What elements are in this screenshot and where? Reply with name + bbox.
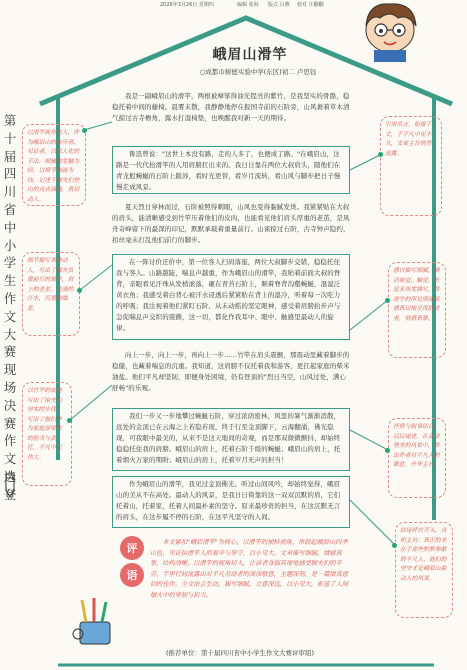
paragraph-2: 鲁迅曾说："这世上本没有路，走的人多了，也便成了路。"在峨眉山，这路是一代代抬滑竿的人用肩膀扛出来的。我日日靠在两位大叔肩头，随他们在青龙般蜿蜒的石阶上跋涉，看时光更替，看岁月流转，看山风与脚步把日子慢慢走成风景。 (112, 146, 350, 194)
comment-label-2: 语 (120, 563, 144, 587)
note-left-3: 以竹竿的震动写出了抬夫们坚实的步伐，写出了他们作为家庭顶梁柱的担当与责任，平凡中见伟大。 (22, 382, 72, 486)
date: 2026年3月26日 星期四 (160, 2, 214, 8)
paragraph-7: 作为峨眉山的滑竿，我见过金顶佛光、听过山间风吟，却始终觉得，峨眉山的美从不在高处。最动人的风景，是我日日倚靠的这一双双沉默的肩，它们托着山，托着家，托着人间最朴素的坚守。原来最珍贵的担当，在这沉默无言的肩头，在这步履不停的石阶，在这平凡坚守的人间。 (112, 476, 350, 528)
paragraph-1: 我是一副峨眉山的滑竿，两根被摩挲得油光锃亮的紫竹，是我坚实的骨骼，稳稳托着中间的藤椅。晨雾未散，我静静地停在报国寺前的石阶旁，山风裹着草木清气掠过古寺檐角，露水打湿椅垫，也唤醒我对新一天的期待。 (112, 92, 350, 122)
editor: 编辑 张海 (237, 2, 259, 8)
note-right-4: 结尾呼应开头，点明主旨：真正的美在于那些默默奉献的平凡人，他们的坚守才是峨眉山最动人的风景。 (395, 522, 453, 618)
article-title: 峨眉山滑竿 (212, 47, 288, 63)
boy-illustration (350, 0, 430, 62)
series-title: 第十届四川省中小学生作文大赛现场决赛作文选登 (3, 113, 17, 502)
note-dot (378, 152, 383, 157)
paragraph-3: 夏天烈日穿林而过，石阶被照得刺眼，山风也变得黏腻发烫。我紧紧贴在大叔的肩头，能清晰感受到竹竿压着他们的皮肉，也能看见他们肩头厚重的老茧，是凤舟奇峰留下的最深的印记，默默承载着重量前行。山雀掠过石阶，古寺钟声隐约，扣丝毫未打乱他们前行的脚步。 (112, 203, 350, 244)
comment-label-1: 评 (120, 536, 144, 560)
layout-editor: 版式 吕燕 (268, 2, 290, 8)
note-dot (385, 298, 390, 303)
note-left-2: 细节描写真挚动人，写出了脚夫负重前行的艰辛，肩上的老茧，流淌的汗水，沉重的喘息。 (22, 252, 80, 336)
note-dot (77, 288, 82, 293)
note-right-3: 抒情与叙事结合，层层递进，在金顶绝美的风景中，突出作者对平凡人的敬意，升华主旨。 (388, 418, 446, 498)
note-right-2: 感官描写细腻，调动视觉、触觉、听觉多角度描写，将滑竿的所见所闻所感真切地呈现给读者，情感真挚。 (388, 262, 446, 358)
note-dot (385, 448, 390, 453)
paragraph-6: 我们一步又一步地攀过蜿蜒石阶，穿过浓荫密林，风里的暑气渐渐消散，远处的金顶已在云海之上若隐若现，终于行至金顶脚下，云海翻涌，佛光隐现，可我眼中最美的，从来不是这天地间的奇观，而是那双微微颤抖、却始终稳稳托住我的肩膀。峨眉山的肩上，托着石阶千级的蜿蜒；峨眉山的肩上，托着烟火万家的期盼；峨眉山的肩上，托着岁月无声的担当！ (112, 408, 350, 471)
note-right-1: 引用名言，衔接下文，于平凡中见不凡，文章主旨悄然流露。 (380, 116, 442, 216)
recommendation-footer: (推荐单位：第十届四川省中小学生作文大赛评审组) (165, 649, 315, 657)
pen-icon (2, 472, 18, 498)
proofreader: 校对 庄翻翻 (297, 2, 324, 8)
note-dot (67, 418, 72, 423)
comment-badge (120, 536, 148, 590)
pencil-cup-illustration (70, 596, 120, 646)
note-left-1: 以滑竿视角切入，作为峨眉山的亲历者、见证者，以拟人化的手法、细腻的笔触为经，以细节刻画为纬，记述下脚夫们登山的点点滴滴，真切动人。 (22, 124, 86, 206)
paragraph-4: 在一阵讨价还价中，第一位客人扫码落座，两位大叔脚步交错，稳稳托住我与客人。山路越陡，喘息声越重，作为峨眉山的滑竿，我贴着前面大叔的脊背，亲眼看见汗珠从发梢滚落，砸在青苔石阶上，顺着脊背沟壑蜿蜒，混湿泛黄衣角；我感受着白背心被汗水浸透后紧紧贴在背上的湿冷，听着每一次吃力的呼吸；我注视着他们紧盯石阶、从未动摇的坚定眼神，感受着肩膀抬步声与急促喘息声交织的震颤，这一切，都化作我耳中、眼中、触感里最动人的旋律。 (112, 254, 350, 340)
paragraph-5: 向上一步，向上一步，再向上一步……竹竿在肩头震颤，那震动里藏着脚步的稳健，也藏着喘息的沉重。我知道，这肩膀不仅托着我和游客，更扛起家庭的柴米油盐。他们平凡却坚韧，即便身处困境，仍有登顶的"烈日当空，山风过处，满心舒畅"的乐观。 (112, 351, 350, 392)
note-dot (392, 543, 397, 548)
byline: ○成都市树德实验中学(东区)初二 卢思钰 (199, 68, 317, 76)
comment-text: 本文紧扣"峨眉滑竿"为核心，以滑竿的独特视角，串联起峨眉山四季山色，见证抬滑竿人的艰辛与坚守，以小见大。文章描写细腻，情感真挚，结构清晰，以滑竿的视角切入，让读者身临其境地感受脚夫们的辛劳，字里行间流露出对平凡劳动者的深深敬意，主题深刻，是一篇情真意切的佳作。全文语言生动，描写细腻，立意深远，以小见大，彰显了人间烟火中的坚韧与担当。 (150, 539, 348, 599)
note-dot (82, 128, 87, 133)
